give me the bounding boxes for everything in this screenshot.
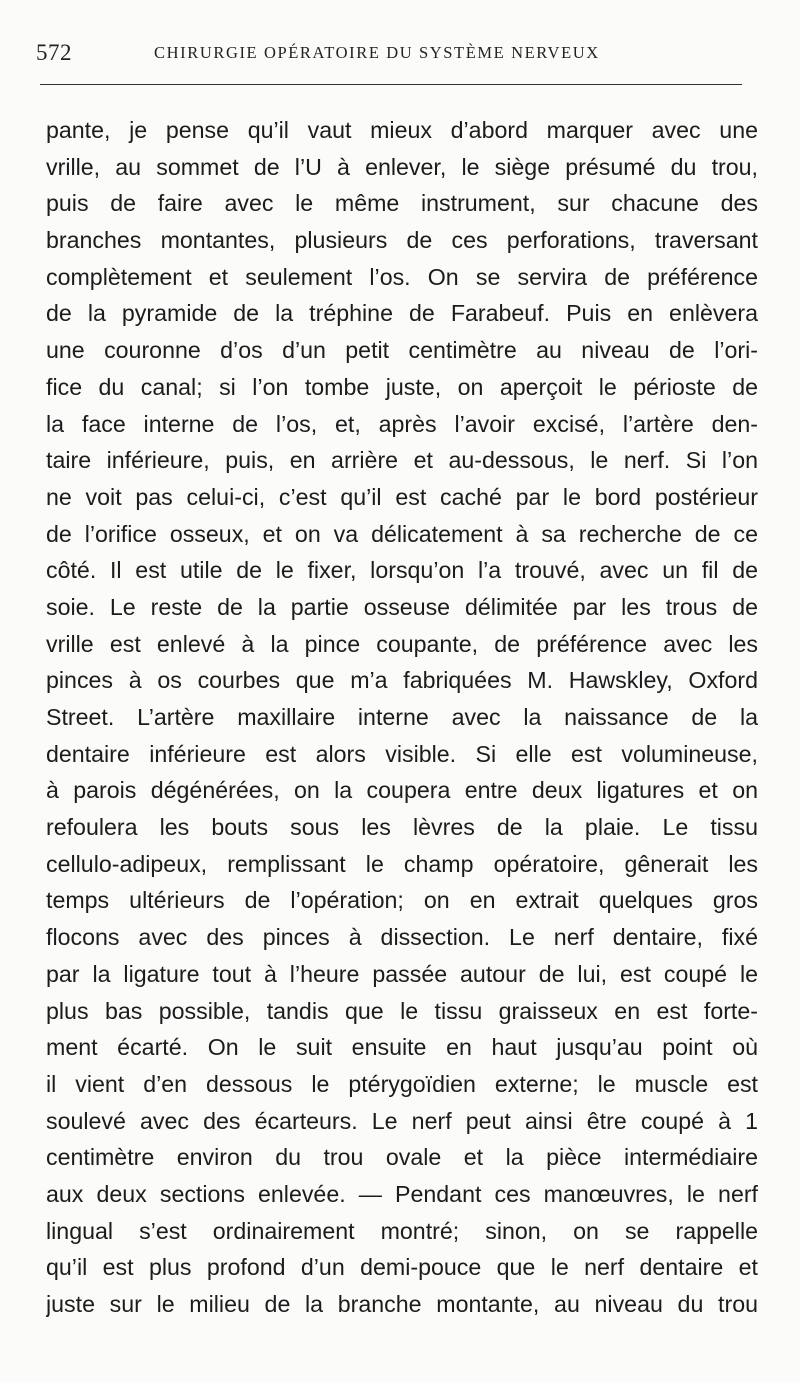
text-line: ment écarté. On le suit ensuite en haut jusqu’au point où: [46, 1034, 758, 1061]
text-line: flocons avec des pinces à dissection. Le nerf dentaire, fixé: [46, 924, 758, 951]
text-line: plus bas possible, tandis que le tissu graisseux en est forte-: [46, 997, 758, 1024]
text-line: à parois dégénérées, on la coupera entre deux ligatures et on: [46, 777, 758, 804]
text-line: lingual s’est ordinairement montré; sinon, on se rappelle: [46, 1217, 758, 1244]
text-line: puis de faire avec le même instrument, sur chacune des: [46, 190, 758, 217]
text-line: une couronne d’os d’un petit centimètre au niveau de l’ori-: [46, 337, 758, 364]
text-line: soie. Le reste de la partie osseuse délimitée par les trous de: [46, 593, 758, 620]
text-line: soulevé avec des écarteurs. Le nerf peut ainsi être coupé à 1: [46, 1107, 758, 1134]
text-line: dentaire inférieure est alors visible. Si elle est volumineuse,: [46, 740, 758, 767]
text-line: vrille est enlevé à la pince coupante, de préférence avec les: [46, 630, 758, 657]
text-line: centimètre environ du trou ovale et la pièce intermédiaire: [46, 1144, 758, 1171]
text-line: taire inférieure, puis, en arrière et au-dessous, le nerf. Si l’on: [46, 447, 758, 474]
text-line: branches montantes, plusieurs de ces perforations, traversant: [46, 227, 758, 254]
text-line: temps ultérieurs de l’opération; on en extrait quelques gros: [46, 887, 758, 914]
page-number: 572: [36, 40, 72, 65]
running-head: CHIRURGIE OPÉRATOIRE DU SYSTÈME NERVEUX: [154, 43, 600, 62]
text-line: de l’orifice osseux, et on va délicatement à sa recherche de ce: [46, 520, 758, 547]
page-header: [36, 38, 756, 74]
text-line: cellulo-adipeux, remplissant le champ opératoire, gênerait les: [46, 850, 758, 877]
text-line: par la ligature tout à l’heure passée autour de lui, est coupé le: [46, 960, 758, 987]
text-line: fice du canal; si l’on tombe juste, on aperçoit le périoste de: [46, 373, 758, 400]
text-line: vrille, au sommet de l’U à enlever, le siège présumé du trou,: [46, 153, 758, 180]
header-rule: [40, 84, 742, 85]
text-line: Street. L’artère maxillaire interne avec la naissance de la: [46, 704, 758, 730]
text-line: aux deux sections enlevée. — Pendant ces manœuvres, le nerf: [46, 1180, 758, 1207]
text-line: complètement et seulement l’os. On se servira de préférence: [46, 263, 758, 290]
text-line: pante, je pense qu’il vaut mieux d’abord marquer avec une: [46, 117, 758, 143]
text-line: qu’il est plus profond d’un demi-pouce que le nerf dentaire et: [46, 1254, 758, 1281]
text-line: la face interne de l’os, et, après l’avoir excisé, l’artère den-: [46, 410, 758, 437]
text-line: ne voit pas celui-ci, c’est qu’il est caché par le bord postérieur: [46, 483, 758, 510]
text-line: pinces à os courbes que m’a fabriquées M. Hawskley, Oxford: [46, 667, 758, 694]
text-line: côté. Il est utile de le fixer, lorsqu’on l’a trouvé, avec un fil de: [46, 557, 758, 584]
text-line: refoulera les bouts sous les lèvres de la plaie. Le tissu: [46, 814, 758, 841]
text-line: juste sur le milieu de la branche montante, au niveau du trou: [46, 1291, 758, 1317]
text-line: de la pyramide de la tréphine de Farabeuf. Puis en enlèvera: [46, 300, 758, 327]
text-line: il vient d’en dessous le ptérygoïdien externe; le muscle est: [46, 1070, 758, 1097]
body-text: [46, 112, 758, 1323]
